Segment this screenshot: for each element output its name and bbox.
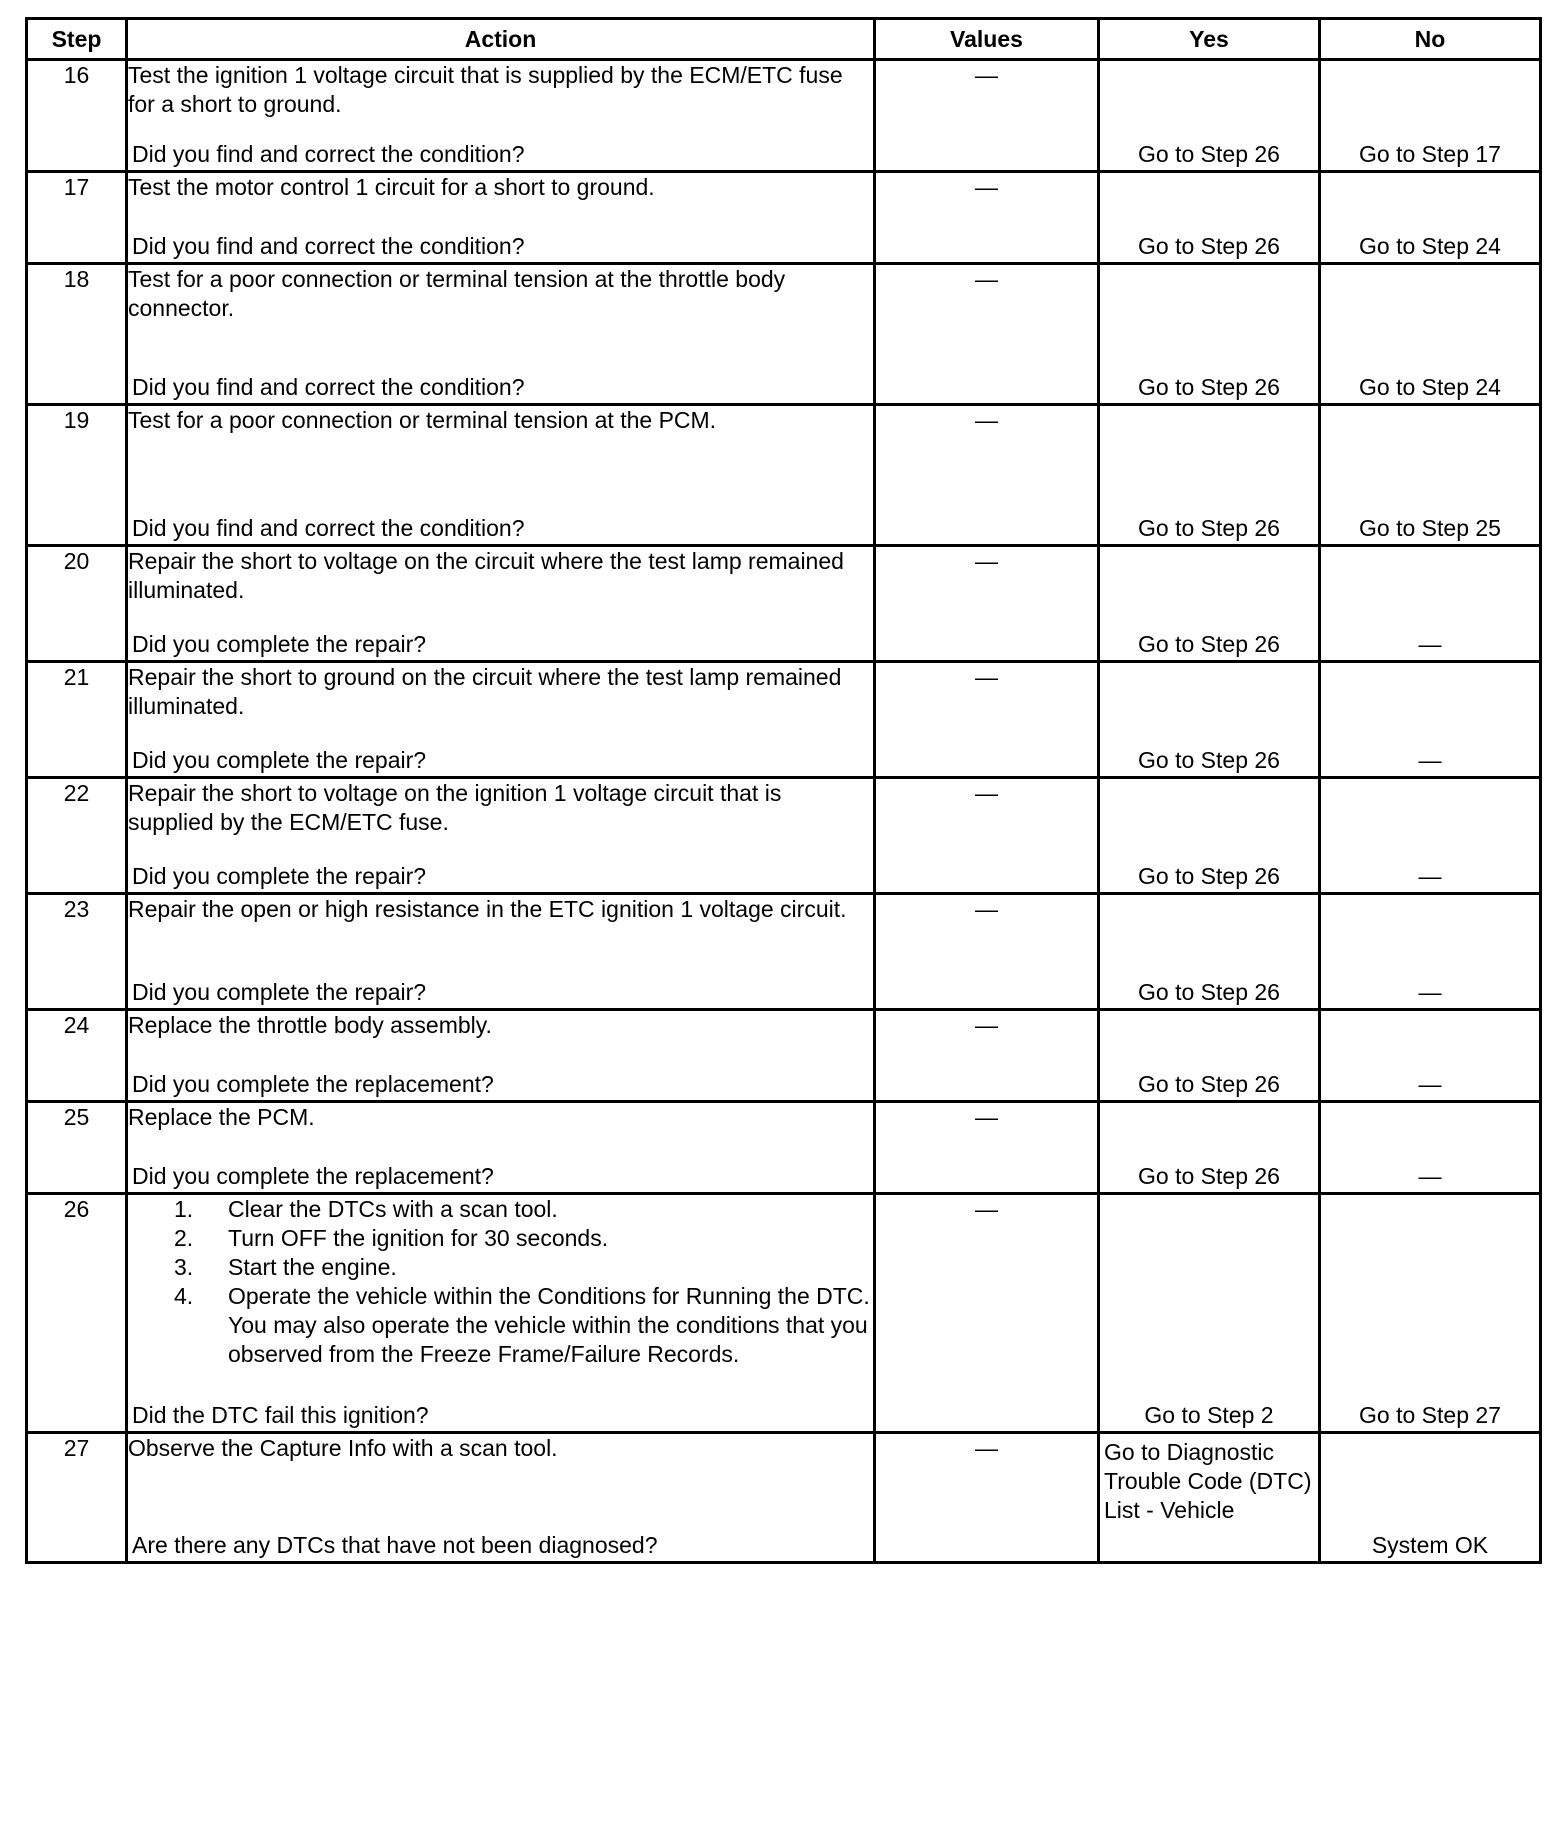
- no-cell: [1320, 172, 1541, 264]
- values-cell: —: [875, 778, 1099, 894]
- action-step-list: [128, 1195, 873, 1369]
- action-cell: [127, 264, 875, 405]
- step-number: 20: [27, 546, 127, 662]
- yes-cell: [1099, 1010, 1320, 1102]
- action-text: Test for a poor connection or terminal tension at the throttle body connector.: [128, 266, 786, 321]
- no-cell: [1320, 264, 1541, 405]
- action-cell: [127, 405, 875, 546]
- header-step: Step: [27, 19, 127, 60]
- yes-cell: [1099, 405, 1320, 546]
- header-values: Values: [875, 19, 1099, 60]
- no-cell: [1320, 1194, 1541, 1433]
- action-text: Observe the Capture Info with a scan tool.: [128, 1435, 558, 1461]
- step-number: 18: [27, 264, 127, 405]
- no-cell: [1320, 662, 1541, 778]
- values-cell: —: [875, 1433, 1099, 1563]
- table-row: [27, 60, 1541, 172]
- list-item: [174, 1282, 873, 1369]
- action-question: Did you complete the repair?: [132, 747, 427, 773]
- values-cell: —: [875, 264, 1099, 405]
- list-item-text: Turn OFF the ignition for 30 seconds.: [228, 1225, 609, 1251]
- values-cell: —: [875, 60, 1099, 172]
- action-text: Repair the short to voltage on the ignition 1 voltage circuit that is supplied by the ECM/ETC fuse.: [128, 780, 782, 835]
- list-item-text: Start the engine.: [228, 1254, 397, 1280]
- no-cell: [1320, 778, 1541, 894]
- no-action: Go to Step 24: [1359, 233, 1501, 259]
- yes-action: Go to Step 26: [1138, 374, 1280, 400]
- action-cell: [127, 172, 875, 264]
- no-action: Go to Step 27: [1359, 1402, 1501, 1428]
- no-action: —: [1418, 631, 1442, 657]
- no-cell: [1320, 405, 1541, 546]
- yes-cell: [1099, 1102, 1320, 1194]
- action-question: Did you find and correct the condition?: [132, 233, 525, 259]
- action-cell: [127, 546, 875, 662]
- yes-action: Go to Step 26: [1138, 863, 1280, 889]
- no-action: —: [1418, 1163, 1442, 1189]
- yes-action: Go to Step 26: [1138, 747, 1280, 773]
- step-number: 21: [27, 662, 127, 778]
- values-cell: —: [875, 1010, 1099, 1102]
- no-cell: [1320, 60, 1541, 172]
- action-cell: [127, 662, 875, 778]
- action-text: Repair the short to voltage on the circuit where the test lamp remained illuminated.: [128, 548, 844, 603]
- list-item-text: Clear the DTCs with a scan tool.: [228, 1196, 558, 1222]
- yes-action: Go to Step 26: [1138, 141, 1280, 167]
- table-row: [27, 662, 1541, 778]
- no-action: Go to Step 24: [1359, 374, 1501, 400]
- step-number: 26: [27, 1194, 127, 1433]
- list-item: [174, 1253, 873, 1282]
- yes-cell: [1099, 60, 1320, 172]
- yes-action: Go to Step 26: [1138, 1163, 1280, 1189]
- values-cell: —: [875, 405, 1099, 546]
- table-row: [27, 546, 1541, 662]
- diagnostic-steps-table: [25, 17, 1542, 1564]
- list-item: [174, 1195, 873, 1224]
- action-text: Replace the PCM.: [128, 1104, 315, 1130]
- list-item-number: 1.: [174, 1196, 194, 1222]
- list-item-text: Operate the vehicle within the Conditions for Running the DTC. You may also operate the vehicle within the conditions that you observed from the Freeze Frame/Failure Records.: [228, 1283, 870, 1367]
- values-cell: —: [875, 546, 1099, 662]
- list-item-number: 3.: [174, 1254, 194, 1280]
- table-row: [27, 894, 1541, 1010]
- table-header-row: [27, 19, 1541, 60]
- action-text: Repair the short to ground on the circuit where the test lamp remained illuminated.: [128, 664, 842, 719]
- values-cell: —: [875, 1102, 1099, 1194]
- yes-cell: [1099, 1194, 1320, 1433]
- action-question: Did the DTC fail this ignition?: [132, 1402, 429, 1428]
- yes-cell: [1099, 778, 1320, 894]
- no-cell: [1320, 546, 1541, 662]
- table-row: [27, 1102, 1541, 1194]
- yes-cell: [1099, 894, 1320, 1010]
- action-question: Are there any DTCs that have not been diagnosed?: [132, 1532, 658, 1558]
- list-item: [174, 1224, 873, 1253]
- yes-cell: [1099, 662, 1320, 778]
- action-question: Did you complete the repair?: [132, 631, 427, 657]
- no-cell: [1320, 1102, 1541, 1194]
- yes-action: Go to Step 2: [1144, 1402, 1274, 1428]
- yes-action: Go to Step 26: [1138, 515, 1280, 541]
- table-row: [27, 1433, 1541, 1563]
- values-cell: —: [875, 894, 1099, 1010]
- list-item-number: 4.: [174, 1283, 194, 1309]
- header-yes: Yes: [1099, 19, 1320, 60]
- header-action: Action: [127, 19, 875, 60]
- yes-cell: [1099, 546, 1320, 662]
- action-question: Did you complete the replacement?: [132, 1163, 494, 1189]
- table-row: [27, 1194, 1541, 1433]
- yes-cell: [1099, 1433, 1320, 1563]
- table-row: [27, 405, 1541, 546]
- table-row: [27, 264, 1541, 405]
- action-cell: [127, 1102, 875, 1194]
- action-question: Did you find and correct the condition?: [132, 515, 525, 541]
- no-action: System OK: [1371, 1532, 1489, 1558]
- step-number: 27: [27, 1433, 127, 1563]
- action-cell: [127, 1010, 875, 1102]
- no-action: Go to Step 17: [1359, 141, 1501, 167]
- table-row: [27, 1010, 1541, 1102]
- action-text: Test the motor control 1 circuit for a short to ground.: [128, 174, 655, 200]
- action-question: Did you complete the repair?: [132, 979, 427, 1005]
- no-action: —: [1418, 1071, 1442, 1097]
- step-number: 23: [27, 894, 127, 1010]
- step-number: 22: [27, 778, 127, 894]
- yes-action: Go to Diagnostic Trouble Code (DTC) List - Vehicle: [1104, 1439, 1312, 1523]
- no-cell: [1320, 894, 1541, 1010]
- action-text: Repair the open or high resistance in the ETC ignition 1 voltage circuit.: [128, 896, 847, 922]
- step-number: 19: [27, 405, 127, 546]
- no-action: —: [1418, 979, 1442, 1005]
- diagnostic-table-page: [25, 17, 1539, 1564]
- table-row: [27, 778, 1541, 894]
- list-item-number: 2.: [174, 1225, 194, 1251]
- action-cell: [127, 894, 875, 1010]
- action-cell: [127, 1194, 875, 1433]
- table-row: [27, 172, 1541, 264]
- values-cell: —: [875, 1194, 1099, 1433]
- no-action: —: [1418, 863, 1442, 889]
- header-no: No: [1320, 19, 1541, 60]
- yes-action: Go to Step 26: [1138, 1071, 1280, 1097]
- action-text: Test for a poor connection or terminal tension at the PCM.: [128, 407, 717, 433]
- step-number: 24: [27, 1010, 127, 1102]
- yes-cell: [1099, 172, 1320, 264]
- action-text: Test the ignition 1 voltage circuit that is supplied by the ECM/ETC fuse for a short to ground.: [128, 62, 843, 117]
- action-cell: [127, 778, 875, 894]
- yes-action: Go to Step 26: [1138, 631, 1280, 657]
- yes-action: Go to Step 26: [1138, 979, 1280, 1005]
- step-number: 25: [27, 1102, 127, 1194]
- no-action: Go to Step 25: [1359, 515, 1501, 541]
- action-question: Did you complete the replacement?: [132, 1071, 494, 1097]
- values-cell: —: [875, 662, 1099, 778]
- step-number: 17: [27, 172, 127, 264]
- values-cell: —: [875, 172, 1099, 264]
- yes-cell: [1099, 264, 1320, 405]
- action-question: Did you complete the repair?: [132, 863, 427, 889]
- action-cell: [127, 1433, 875, 1563]
- action-cell: [127, 60, 875, 172]
- no-action: —: [1418, 747, 1442, 773]
- no-cell: [1320, 1010, 1541, 1102]
- action-question: Did you find and correct the condition?: [132, 141, 525, 167]
- action-question: Did you find and correct the condition?: [132, 374, 525, 400]
- no-cell: [1320, 1433, 1541, 1563]
- step-number: 16: [27, 60, 127, 172]
- yes-action: Go to Step 26: [1138, 233, 1280, 259]
- action-text: Replace the throttle body assembly.: [128, 1012, 492, 1038]
